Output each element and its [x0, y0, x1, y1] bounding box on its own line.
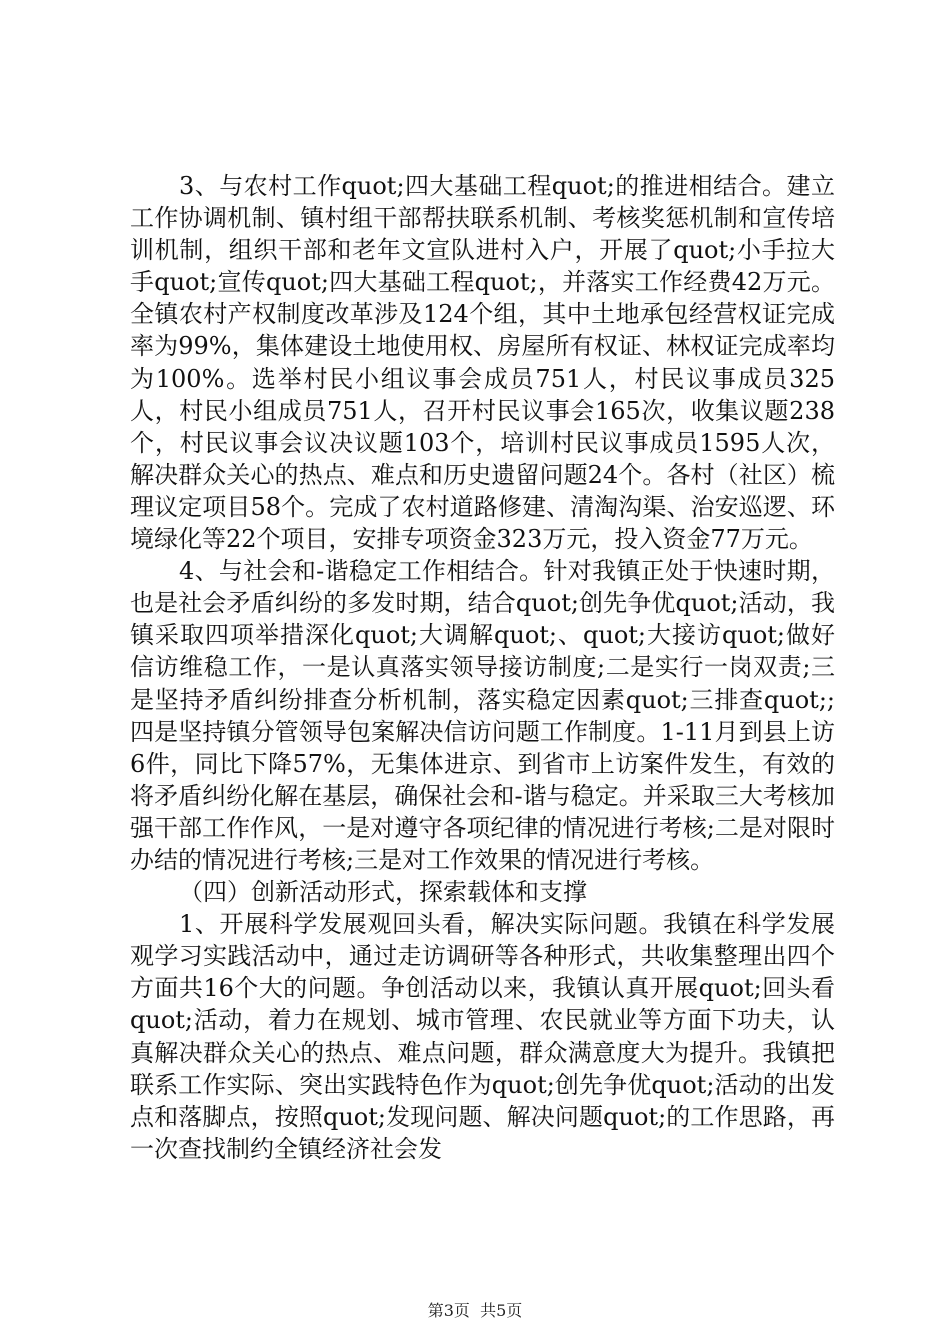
- paragraph-item-1: 1、开展科学发展观回头看，解决实际问题。我镇在科学发展观学习实践活动中，通过走访调研等各种形式，共收集整理出四个方面共16个大的问题。争创活动以来，我镇认真开展quot;回头看quot;活动，着力在规划、城市管理、农民就业等方面下功夫，认真解决群众关心的热点、难点问题，群众满意度大为提升。我镇把联系工作实际、突出实践特色作为quot;创先争优quot;活动的出发点和落脚点，按照quot;发现问题、解决问题quot;的工作思路，再一次查找制约全镇经济社会发: [130, 910, 835, 1163]
- page-number-footer: 第3页 共5页: [427, 1301, 523, 1320]
- paragraph-item-4: 4、与社会和-谐稳定工作相结合。针对我镇正处于快速时期，也是社会矛盾纠纷的多发时期，结合quot;创先争优quot;活动，我镇采取四项举措深化quot;大调解quot;、quot;大接访quot;做好信访维稳工作，一是认真落实领导接访制度;二是实行一岗双责;三是坚持矛盾纠纷排查分析机制，落实稳定因素quot;三排查quot;;四是坚持镇分管领导包案解决信访问题工作制度。1-11月到县上访6件，同比下降57%，无集体进京、到省市上访案件发生，有效的将矛盾纠纷化解在基层，确保社会和-谐与稳定。并采取三大考核加强干部工作作风，一是对遵守各项纪律的情况进行考核;二是对限时办结的情况进行考核;三是对工作效果的情况进行考核。: [130, 557, 835, 874]
- paragraph-item-3: 3、与农村工作quot;四大基础工程quot;的推进相结合。建立工作协调机制、镇村组干部帮扶联系机制、考核奖惩机制和宣传培训机制，组织干部和老年文宣队进村入户，开展了quot;小手拉大手quot;宣传quot;四大基础工程quot;，并落实工作经费42万元。全镇农村产权制度改革涉及124个组，其中土地承包经营权证完成率为99%，集体建设土地使用权、房屋所有权证、林权证完成率均为100%。选举村民小组议事会成员751人，村民议事成员325人，村民小组成员751人，召开村民议事会165次，收集议题238个，村民议事会议决议题103个，培训村民议事成员1595人次，解决群众关心的热点、难点和历史遗留问题24个。各村（社区）梳理议定项目58个。完成了农村道路修建、清淘沟渠、治安巡逻、环境绿化等22个项目，安排专项资金323万元，投入资金77万元。: [130, 172, 835, 554]
- section-heading: （四）创新活动形式，探索载体和支撑: [179, 878, 587, 907]
- document-body: [130, 170, 835, 1165]
